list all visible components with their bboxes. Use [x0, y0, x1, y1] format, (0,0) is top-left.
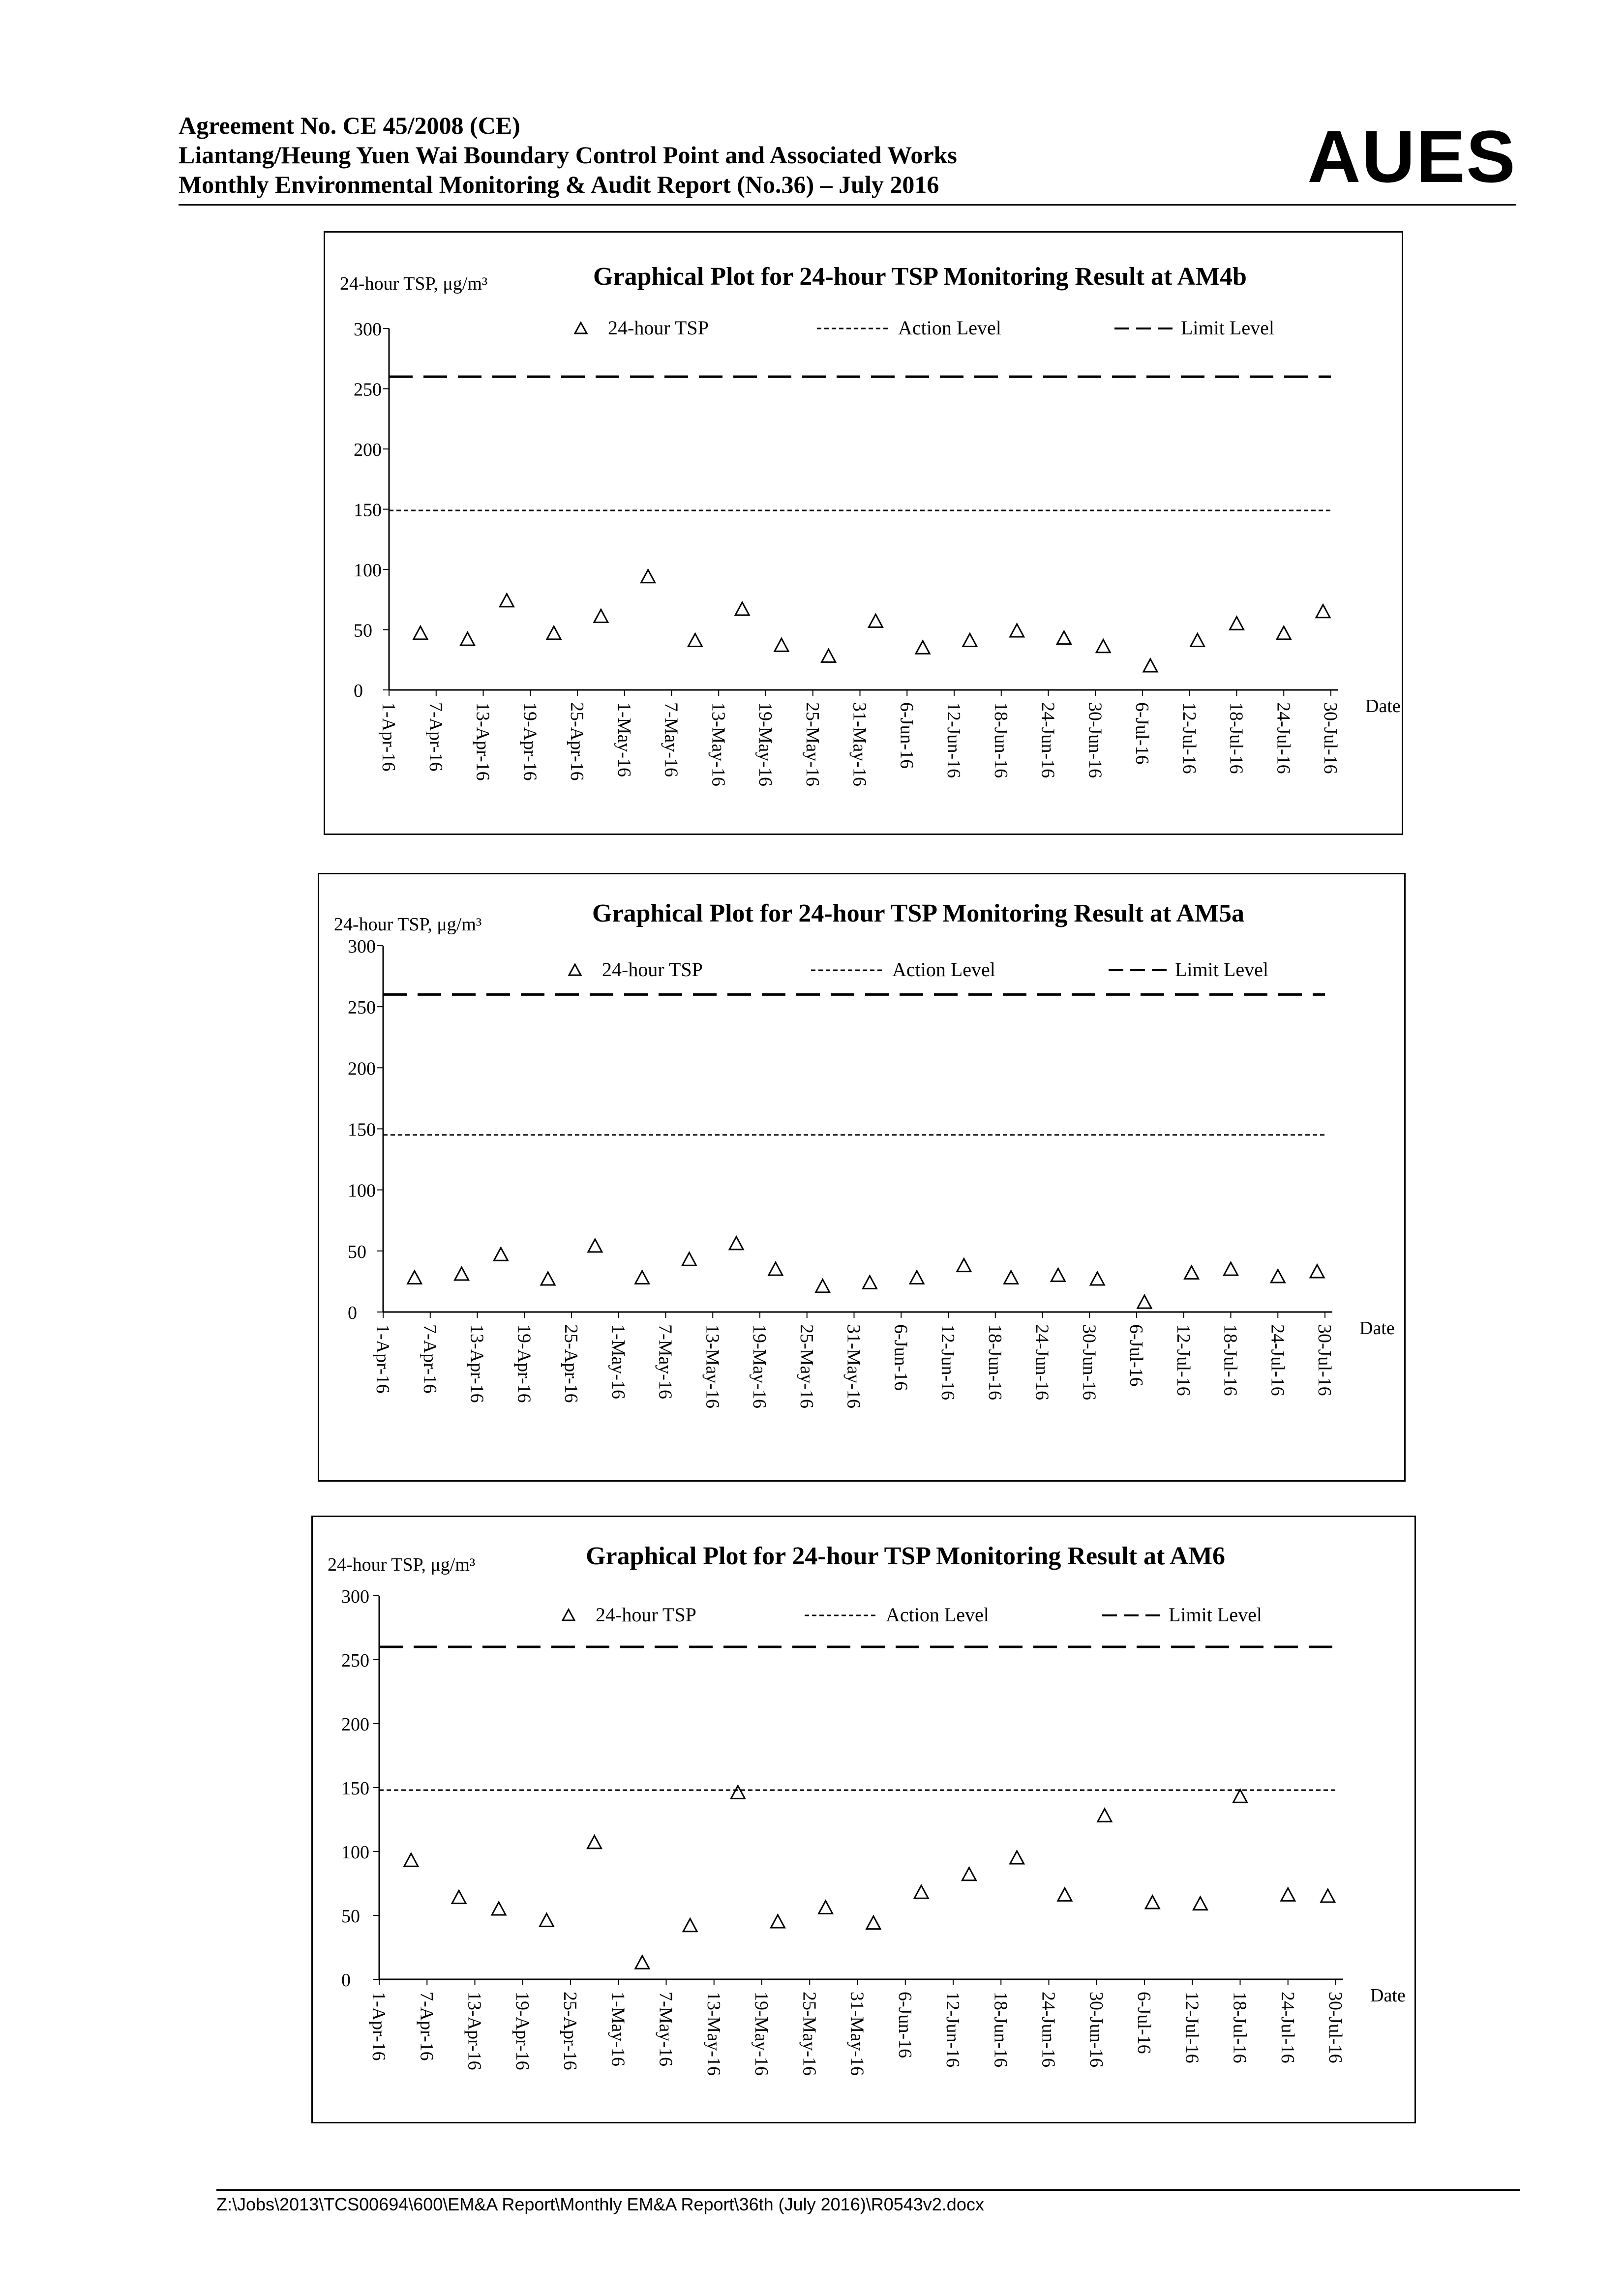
y-tick-label: 50: [348, 1241, 366, 1262]
data-point-triangle: [541, 1272, 555, 1285]
legend-tsp-marker: [563, 1610, 574, 1620]
data-point-triangle: [1058, 1888, 1072, 1901]
data-point-triangle: [957, 1259, 971, 1272]
x-axis-label: Date: [1370, 1985, 1406, 2006]
data-point-triangle: [404, 1853, 418, 1866]
x-tick-label: 30-Jun-16: [1084, 702, 1106, 778]
x-tick-label: 12-Jul-16: [1173, 1324, 1194, 1396]
plot-area: [325, 233, 1402, 834]
x-tick-label: 6-Jul-16: [1132, 702, 1152, 765]
data-point-triangle: [771, 1915, 784, 1928]
x-tick-label: 24-Jun-16: [1038, 1992, 1059, 2068]
x-tick-label: 13-Apr-16: [466, 1324, 487, 1403]
x-tick-label: 7-May-16: [655, 1324, 676, 1399]
x-tick-label: 24-Jun-16: [1037, 702, 1058, 778]
x-tick-label: 24-Jul-16: [1267, 1324, 1288, 1396]
aues-logo: AUES: [1307, 115, 1516, 198]
x-tick-label: 31-May-16: [843, 1324, 864, 1408]
x-tick-label: 30-Jul-16: [1314, 1324, 1335, 1396]
data-point-triangle: [408, 1271, 421, 1283]
data-point-triangle: [492, 1902, 506, 1915]
x-tick-label: 18-Jun-16: [984, 1324, 1005, 1401]
plot-area: [313, 1517, 1414, 2122]
data-point-triangle: [1191, 634, 1204, 647]
data-point-triangle: [1010, 624, 1024, 637]
data-point-triangle: [540, 1913, 553, 1926]
y-tick-label: 50: [354, 620, 372, 641]
x-tick-label: 6-Jun-16: [890, 1324, 911, 1391]
x-tick-label: 24-Jun-16: [1031, 1324, 1053, 1401]
data-point-triangle: [683, 1919, 697, 1932]
x-axis-label: Date: [1365, 696, 1401, 716]
data-point-triangle: [1143, 659, 1157, 672]
data-point-triangle: [1193, 1897, 1207, 1910]
y-tick-label: 200: [348, 1058, 376, 1079]
x-tick-label: 6-Jun-16: [894, 1992, 915, 2058]
y-tick-label: 200: [354, 440, 382, 460]
x-tick-label: 18-Jul-16: [1220, 1324, 1241, 1396]
x-tick-label: 13-May-16: [703, 1992, 724, 2076]
chart-title: Graphical Plot for 24-hour TSP Monitoring Result at AM5a: [592, 899, 1245, 927]
x-tick-label: 19-May-16: [751, 1992, 772, 2076]
y-tick-label: 250: [348, 997, 376, 1018]
legend-tsp-label: 24-hour TSP: [602, 958, 703, 981]
x-tick-label: 25-May-16: [796, 1324, 817, 1408]
x-tick-label: 12-Jul-16: [1178, 702, 1200, 774]
x-tick-label: 19-May-16: [749, 1324, 770, 1408]
data-point-triangle: [1310, 1265, 1324, 1278]
data-point-triangle: [863, 1276, 876, 1288]
x-tick-label: 18-Jul-16: [1229, 1992, 1250, 2063]
y-tick-label: 100: [348, 1180, 376, 1201]
x-tick-label: 6-Jul-16: [1126, 1324, 1146, 1387]
x-tick-label: 24-Jul-16: [1277, 1992, 1298, 2063]
y-tick-label: 300: [341, 1586, 369, 1607]
data-point-triangle: [769, 1262, 782, 1275]
y-axis-label: 24-hour TSP, μg/m³: [340, 273, 488, 294]
y-tick-label: 150: [341, 1778, 369, 1799]
x-tick-label: 13-May-16: [708, 702, 729, 786]
x-tick-label: 25-May-16: [802, 702, 823, 786]
legend-action-label: Action Level: [892, 958, 995, 981]
data-point-triangle: [914, 1885, 928, 1898]
x-tick-label: 12-Jun-16: [942, 1992, 963, 2068]
chart-am4b: [324, 231, 1403, 835]
data-point-triangle: [819, 1901, 833, 1913]
x-tick-label: 30-Jul-16: [1320, 702, 1341, 774]
x-tick-label: 6-Jul-16: [1134, 1992, 1154, 2054]
x-tick-label: 18-Jun-16: [990, 1992, 1011, 2068]
x-tick-label: 1-Apr-16: [372, 1324, 393, 1394]
legend-limit-label: Limit Level: [1175, 958, 1268, 981]
x-tick-label: 7-May-16: [655, 1992, 676, 2066]
x-tick-label: 19-Apr-16: [513, 1324, 535, 1403]
x-tick-label: 1-May-16: [607, 1324, 629, 1399]
data-point-triangle: [916, 641, 930, 654]
y-tick-label: 0: [341, 1970, 351, 1991]
y-tick-label: 100: [341, 1842, 369, 1863]
chart-title: Graphical Plot for 24-hour TSP Monitoring Result at AM6: [586, 1542, 1226, 1570]
footer-rule: [216, 2189, 1520, 2191]
data-point-triangle: [1224, 1262, 1238, 1275]
data-point-triangle: [588, 1836, 601, 1849]
y-tick-label: 250: [341, 1650, 369, 1671]
data-point-triangle: [461, 632, 475, 645]
data-point-triangle: [1281, 1888, 1295, 1901]
x-tick-label: 12-Jun-16: [943, 702, 964, 778]
data-point-triangle: [731, 1786, 745, 1798]
x-tick-label: 18-Jun-16: [990, 702, 1011, 778]
x-tick-label: 30-Jun-16: [1079, 1324, 1100, 1401]
legend-tsp-marker: [569, 964, 581, 975]
x-axis-label: Date: [1359, 1318, 1395, 1339]
data-point-triangle: [729, 1237, 743, 1250]
data-point-triangle: [688, 634, 702, 647]
x-tick-label: 25-Apr-16: [567, 702, 587, 781]
x-tick-label: 1-Apr-16: [378, 702, 399, 772]
data-point-triangle: [1277, 626, 1291, 639]
data-point-triangle: [775, 638, 788, 651]
x-tick-label: 6-Jun-16: [896, 702, 917, 769]
report-title: Monthly Environmental Monitoring & Audit Report (No.36) – July 2016: [179, 171, 939, 198]
y-tick-label: 100: [354, 560, 382, 581]
data-point-triangle: [1004, 1271, 1018, 1283]
x-tick-label: 1-May-16: [607, 1992, 629, 2066]
data-point-triangle: [1098, 1809, 1112, 1821]
x-tick-label: 25-Apr-16: [560, 1992, 580, 2070]
data-point-triangle: [414, 626, 427, 639]
data-point-triangle: [1145, 1896, 1159, 1908]
legend-tsp-label: 24-hour TSP: [608, 317, 709, 339]
legend-tsp-label: 24-hour TSP: [596, 1604, 696, 1626]
data-point-triangle: [682, 1252, 696, 1265]
legend-limit-label: Limit Level: [1169, 1604, 1262, 1626]
x-tick-label: 7-Apr-16: [419, 1324, 440, 1394]
x-tick-label: 13-May-16: [702, 1324, 723, 1408]
x-tick-label: 30-Jul-16: [1325, 1992, 1346, 2063]
data-point-triangle: [1051, 1269, 1065, 1282]
plot-area: [319, 874, 1404, 1480]
data-point-triangle: [635, 1956, 649, 1968]
data-point-triangle: [1230, 617, 1244, 629]
y-axis-label: 24-hour TSP, μg/m³: [334, 914, 482, 935]
y-tick-label: 0: [354, 681, 363, 701]
x-tick-label: 12-Jul-16: [1181, 1992, 1203, 2063]
x-tick-label: 19-Apr-16: [511, 1992, 533, 2070]
x-tick-label: 19-Apr-16: [519, 702, 541, 781]
y-tick-label: 250: [354, 379, 382, 400]
data-point-triangle: [1321, 1889, 1335, 1902]
project-title: Liantang/Heung Yuen Wai Boundary Control Point and Associated Works: [179, 141, 957, 169]
data-point-triangle: [910, 1271, 924, 1283]
x-tick-label: 24-Jul-16: [1273, 702, 1294, 774]
y-tick-label: 200: [341, 1714, 369, 1735]
file-path: Z:\Jobs\2013\TCS00694\600\EM&A Report\Monthly EM&A Report\36th (July 2016)\R0543v2.docx: [216, 2194, 984, 2214]
data-point-triangle: [1010, 1851, 1024, 1864]
agreement-number: Agreement No. CE 45/2008 (CE): [179, 112, 520, 139]
data-point-triangle: [588, 1239, 602, 1252]
y-tick-label: 50: [341, 1906, 360, 1927]
data-point-triangle: [500, 594, 513, 607]
chart-am5a: [318, 873, 1406, 1482]
data-point-triangle: [494, 1248, 508, 1260]
x-tick-label: 19-May-16: [755, 702, 776, 786]
data-point-triangle: [867, 1916, 880, 1929]
data-point-triangle: [547, 626, 561, 639]
data-point-triangle: [962, 1868, 976, 1880]
y-tick-label: 300: [354, 319, 382, 340]
chart-title: Graphical Plot for 24-hour TSP Monitoring Result at AM4b: [593, 263, 1247, 291]
data-point-triangle: [455, 1267, 469, 1280]
x-tick-label: 7-May-16: [661, 702, 682, 777]
x-tick-label: 13-Apr-16: [472, 702, 493, 781]
legend-tsp-marker: [575, 323, 587, 333]
data-point-triangle: [594, 610, 608, 623]
x-tick-label: 25-May-16: [799, 1992, 820, 2076]
x-tick-label: 30-Jun-16: [1085, 1992, 1107, 2068]
legend-action-label: Action Level: [886, 1604, 989, 1626]
y-tick-label: 150: [348, 1119, 376, 1140]
data-point-triangle: [1233, 1789, 1247, 1802]
x-tick-label: 31-May-16: [846, 1992, 868, 2076]
data-point-triangle: [1090, 1272, 1104, 1285]
data-point-triangle: [1057, 631, 1071, 644]
data-point-triangle: [1138, 1295, 1151, 1308]
data-point-triangle: [816, 1280, 830, 1292]
x-tick-label: 25-Apr-16: [561, 1324, 581, 1403]
y-axis-label: 24-hour TSP, μg/m³: [328, 1554, 476, 1575]
data-point-triangle: [1271, 1270, 1285, 1282]
header-rule: [179, 204, 1516, 206]
data-point-triangle: [1096, 640, 1110, 653]
y-tick-label: 0: [348, 1303, 357, 1323]
x-tick-label: 7-Apr-16: [416, 1992, 437, 2061]
x-tick-label: 1-May-16: [613, 702, 634, 777]
x-tick-label: 12-Jun-16: [937, 1324, 958, 1401]
report-header: [179, 111, 1516, 199]
legend-action-label: Action Level: [898, 317, 1001, 339]
y-tick-label: 300: [348, 936, 376, 957]
legend-limit-label: Limit Level: [1181, 317, 1274, 339]
x-tick-label: 1-Apr-16: [368, 1992, 389, 2061]
x-tick-label: 7-Apr-16: [425, 702, 446, 772]
chart-am6: [311, 1516, 1416, 2123]
data-point-triangle: [869, 614, 882, 627]
data-point-triangle: [641, 570, 655, 583]
data-point-triangle: [963, 634, 977, 647]
data-point-triangle: [452, 1891, 466, 1904]
data-point-triangle: [735, 602, 749, 615]
y-tick-label: 150: [354, 500, 382, 521]
data-point-triangle: [635, 1271, 649, 1283]
data-point-triangle: [1316, 605, 1330, 618]
data-point-triangle: [1185, 1266, 1199, 1279]
data-point-triangle: [822, 649, 836, 662]
x-tick-label: 13-Apr-16: [464, 1992, 485, 2070]
x-tick-label: 18-Jul-16: [1226, 702, 1247, 774]
x-tick-label: 31-May-16: [849, 702, 870, 786]
